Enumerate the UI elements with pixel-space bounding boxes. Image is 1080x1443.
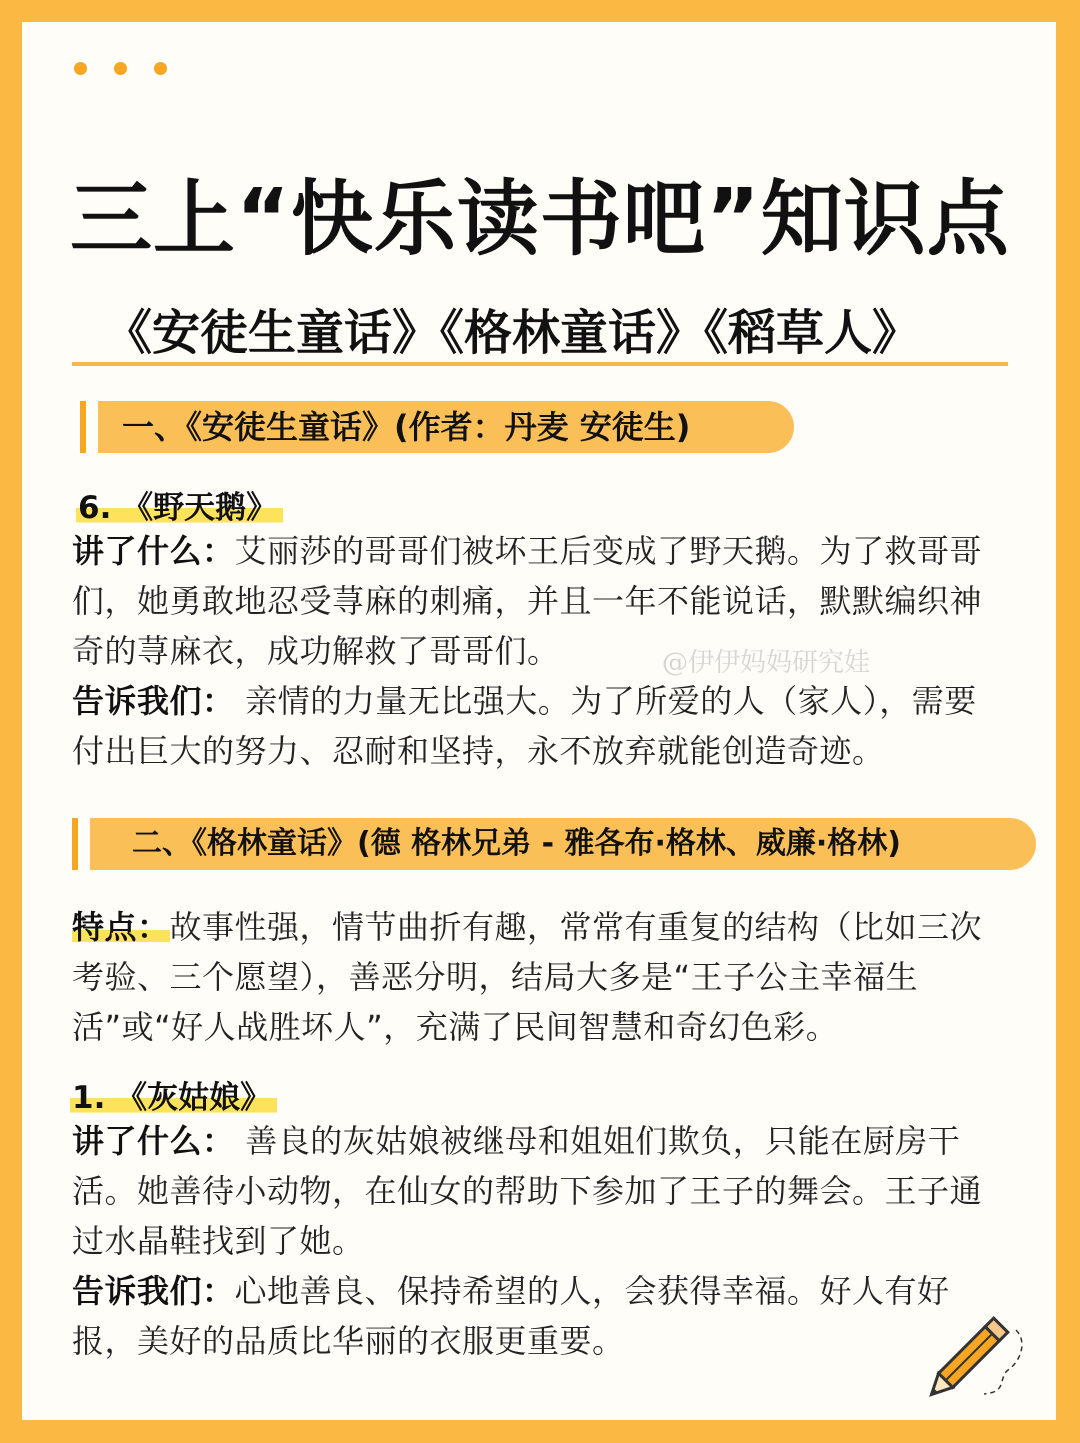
lesson-label: 告诉我们：: [72, 1272, 235, 1310]
lesson-label: 告诉我们：: [72, 682, 235, 720]
story-title-wild-swans: 6. 《野天鹅》: [76, 482, 283, 527]
feature-text: 故事性强，情节曲折有趣，常常有重复的结构（比如三次考验、三个愿望），善恶分明，结局大多是“王子公主幸福生活”或“好人战胜坏人”，充满了民间智慧和奇幻色彩。: [72, 908, 983, 1046]
summary-text: 善良的灰姑娘被继母和姐姐们欺负，只能在厨房干活。她善待小动物，在仙女的帮助下参加了王子的舞会。王子通过水晶鞋找到了她。: [72, 1122, 983, 1260]
dot-icon: [154, 62, 167, 75]
story-summary: [72, 1116, 992, 1266]
page-title: 三上“快乐读书吧”知识点: [70, 172, 1010, 267]
section-marker: [72, 818, 78, 870]
lesson-text: 心地善良、保持希望的人，会获得幸福。好人有好报，美好的品质比华丽的衣服更重要。: [72, 1272, 950, 1360]
summary-label: 讲了什么：: [72, 1122, 235, 1160]
story-lesson: [72, 676, 992, 776]
page-subtitle: 《安徒生童话》《格林童话》《稻草人》: [104, 305, 921, 361]
summary-text: 艾丽莎的哥哥们被坏王后变成了野天鹅。为了救哥哥们，她勇敢地忍受荨麻的刺痛，并且一年不能说话，默默编织神奇的荨麻衣，成功解救了哥哥们。: [72, 532, 983, 670]
section-heading-andersen: 一、《安徒生童话》(作者：丹麦 安徒生): [98, 401, 794, 453]
pencil-icon: [924, 1302, 1036, 1402]
content-card: [22, 22, 1056, 1420]
story-title-cinderella: 1. 《灰姑娘》: [70, 1072, 277, 1117]
watermark: @伊伊妈妈研究娃: [662, 648, 871, 678]
feature-label: 特点：: [72, 908, 170, 946]
grimm-features: [72, 902, 992, 1052]
dot-icon: [114, 62, 127, 75]
section-heading-grimm: 二、《格林童话》(德 格林兄弟 - 雅各布·格林、威廉·格林): [90, 818, 1036, 870]
subtitle-underline: [72, 362, 1008, 366]
lesson-text: 亲情的力量无比强大。为了所爱的人（家人），需要付出巨大的努力、忍耐和坚持，永不放弃就能创造奇迹。: [72, 682, 977, 770]
story-lesson: [72, 1266, 992, 1366]
section-marker: [80, 401, 86, 453]
summary-label: 讲了什么：: [72, 532, 235, 570]
dot-icon: [74, 62, 87, 75]
